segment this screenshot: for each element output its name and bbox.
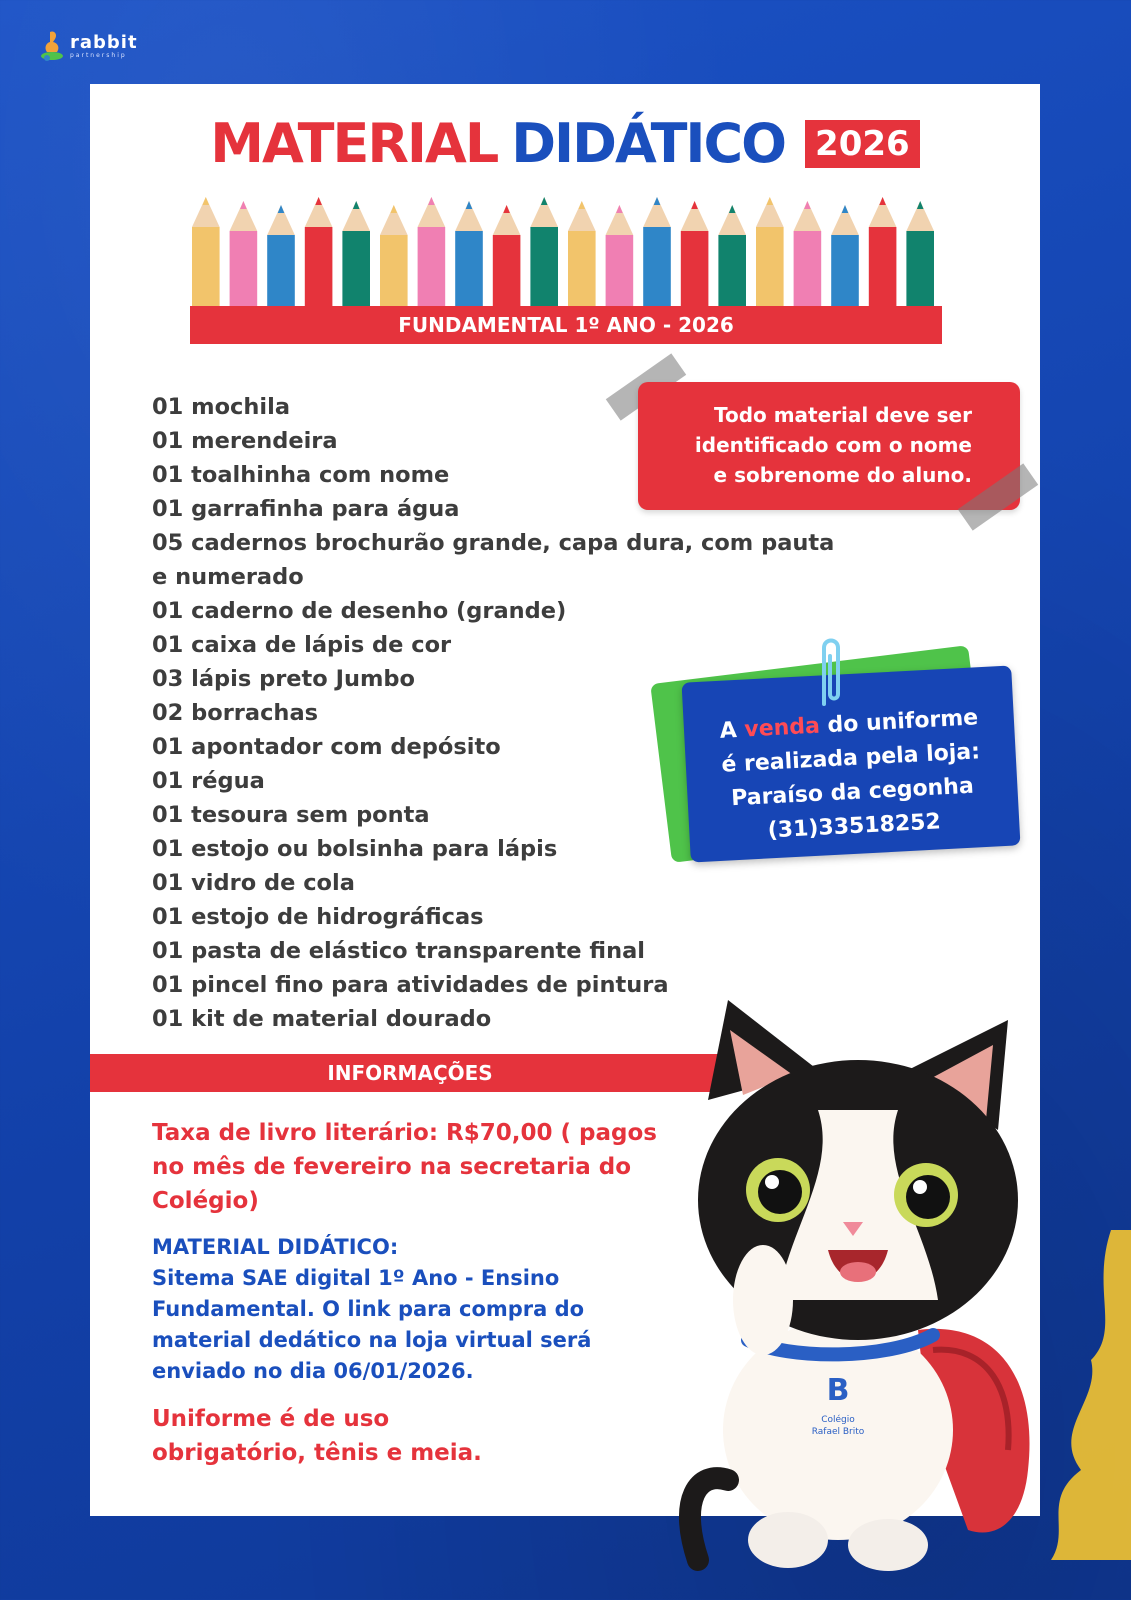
didactic-material-line: enviado no dia 06/01/2026. [152, 1359, 474, 1383]
rabbit-logo-icon [40, 30, 66, 62]
pencil-icon [718, 205, 746, 319]
material-item: 02 borrachas [152, 700, 319, 726]
brand-tagline: partnership [70, 51, 127, 59]
material-item: 01 mochila [152, 394, 291, 420]
pencil-icon [568, 201, 596, 319]
book-fee-line: no mês de fevereiro na secretaria do [152, 1154, 631, 1180]
pencil-icon [192, 197, 220, 319]
grade-banner: FUNDAMENTAL 1º ANO - 2026 [190, 306, 942, 344]
material-item: 01 tesoura sem ponta [152, 802, 430, 828]
identification-note-line: Todo material deve ser [713, 403, 972, 427]
material-item: 01 vidro de cola [152, 870, 355, 896]
info-heading: INFORMAÇÕES [90, 1054, 730, 1092]
identification-note [638, 382, 1020, 510]
title-didatico: DIDÁTICO [511, 112, 786, 175]
pencil-icon [906, 201, 934, 319]
pencil-icon [831, 205, 859, 319]
didactic-material-text [152, 1232, 632, 1387]
pencil-icon [305, 197, 333, 319]
material-item: 01 estojo de hidrográficas [152, 904, 484, 930]
material-item: e numerado [152, 564, 304, 590]
pencil-icon [493, 205, 521, 319]
brand-logo [40, 30, 138, 62]
didactic-material-line: material dedático na loja virtual será [152, 1328, 592, 1352]
uniform-note-highlight: venda [743, 713, 821, 743]
school-logo-line2: Rafael Brito [811, 1427, 865, 1437]
material-item: 01 merendeira [152, 428, 338, 454]
identification-note-line: identificado com o nome [694, 433, 972, 457]
pencil-icon [342, 201, 370, 319]
material-item: 01 caderno de desenho (grande) [152, 598, 567, 624]
pencil-icon [455, 201, 483, 319]
didactic-material-line: Sitema SAE digital 1º Ano - Ensino [152, 1266, 560, 1290]
pencil-icon [267, 205, 295, 319]
material-item: 03 lápis preto Jumbo [152, 666, 415, 692]
year-badge: 2026 [805, 120, 920, 168]
pencil-icon [380, 205, 408, 319]
didactic-material-line: Fundamental. O link para compra do [152, 1297, 585, 1321]
book-fee-line: Colégio) [152, 1188, 259, 1214]
store-phone: (31)33518252 [767, 809, 942, 844]
pencil-icon [756, 197, 784, 319]
pencil-icon [418, 197, 446, 319]
pencil-icon [230, 201, 258, 319]
svg-text:B: B [826, 1373, 850, 1408]
uniform-rule-line: obrigatório, tênis e meia. [152, 1440, 482, 1466]
page-title [90, 112, 1040, 175]
material-item: 01 estojo ou bolsinha para lápis [152, 836, 558, 862]
uniform-rule-line: Uniforme é de uso [152, 1406, 390, 1432]
material-item: 01 caixa de lápis de cor [152, 632, 452, 658]
material-item: 01 apontador com depósito [152, 734, 501, 760]
identification-note-line: e sobrenome do aluno. [713, 463, 972, 487]
material-item: 01 toalhinha com nome [152, 462, 450, 488]
uniform-store-note [682, 665, 1021, 862]
material-item: 05 cadernos brochurão grande, capa dura, com pauta [152, 530, 835, 556]
store-name: Paraíso da cegonha [730, 773, 975, 812]
pencil-icon [530, 197, 558, 319]
pencil-icon [643, 197, 671, 319]
book-fee-line: Taxa de livro literário: R$70,00 ( pagos [152, 1120, 657, 1146]
uniform-rule-text [152, 1402, 692, 1470]
material-item: 01 pasta de elástico transparente final [152, 938, 645, 964]
pencil-icon [869, 197, 897, 319]
book-fee-text [152, 1116, 692, 1218]
uniform-note-prefix: A [719, 717, 738, 744]
material-item: 01 kit de material dourado [152, 1006, 492, 1032]
didactic-material-title: MATERIAL DIDÁTICO: [152, 1235, 399, 1259]
uniform-note-line: é realizada pela loja: [720, 739, 981, 778]
pencil-icon [681, 201, 709, 319]
title-material: MATERIAL [210, 112, 498, 175]
brand-name: rabbit [70, 31, 138, 53]
uniform-note-suffix: do uniforme [826, 705, 979, 739]
paperclip-icon [810, 634, 850, 714]
material-item: 01 garrafinha para água [152, 496, 460, 522]
pencil-icon [606, 205, 634, 319]
material-item: 01 pincel fino para atividades de pintura [152, 972, 669, 998]
pencils-illustration [188, 189, 940, 319]
cat-mascot-illustration [668, 1000, 1068, 1580]
material-item: 01 régua [152, 768, 265, 794]
school-logo-line1: Colégio [821, 1415, 855, 1425]
pencil-icon [794, 201, 822, 319]
